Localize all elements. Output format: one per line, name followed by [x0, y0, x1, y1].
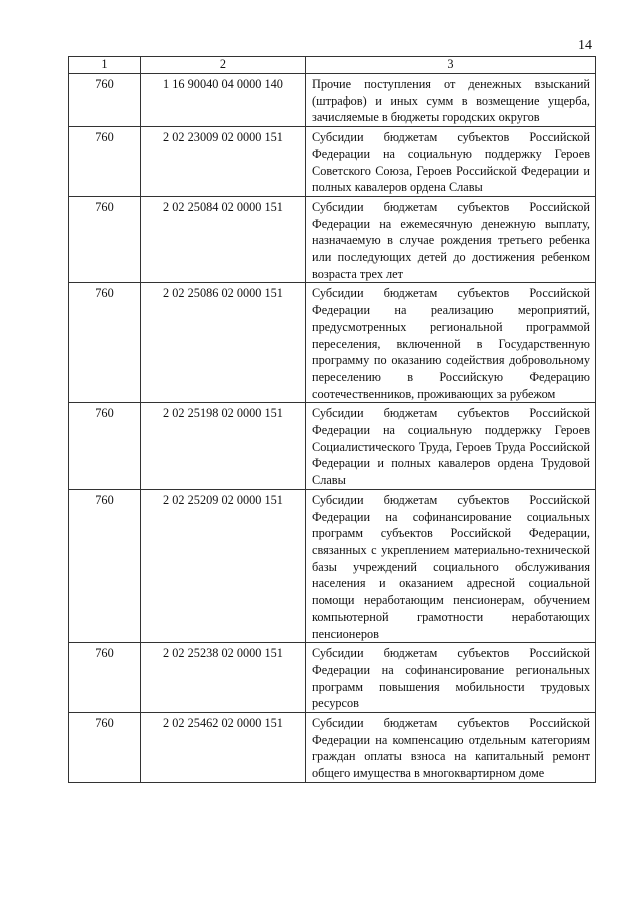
- income-name-cell: Субсидии бюджетам субъектов Российской Федерации на социальную поддержку Героев Социалистического Труда, Героев Труда Российской Федерации и полных кавалеров ордена Трудовой Славы: [306, 403, 596, 490]
- admin-code-cell: 760: [69, 713, 141, 783]
- table-row: [69, 403, 596, 490]
- column-header-1: 1: [69, 57, 141, 74]
- income-name-cell: Субсидии бюджетам субъектов Российской Федерации на софинансирование социальных программ субъектов Российской Федерации, связанных с укреплением материально-технической базы учреждений социального обслуживания населения и оказанием адресной социальной помощи неработающим пенсионерам, обучением компьютерной грамотности неработающих пенсионеров: [306, 489, 596, 642]
- admin-code-cell: 760: [69, 196, 141, 283]
- income-code-cell: 2 02 25086 02 0000 151: [141, 283, 306, 403]
- column-header-2: 2: [141, 57, 306, 74]
- income-code-cell: 1 16 90040 04 0000 140: [141, 74, 306, 127]
- table-row: [69, 643, 596, 713]
- admin-code-cell: 760: [69, 283, 141, 403]
- income-code-cell: 2 02 25238 02 0000 151: [141, 643, 306, 713]
- income-code-cell: 2 02 23009 02 0000 151: [141, 127, 306, 197]
- income-code-cell: 2 02 25198 02 0000 151: [141, 403, 306, 490]
- table-row: [69, 196, 596, 283]
- income-name-cell: Субсидии бюджетам субъектов Российской Федерации на компенсацию отдельным категориям граждан оплаты взноса на капитальный ремонт общего имущества в многоквартирном доме: [306, 713, 596, 783]
- table-row: [69, 713, 596, 783]
- admin-code-cell: 760: [69, 643, 141, 713]
- income-name-cell: Субсидии бюджетам субъектов Российской Федерации на реализацию мероприятий, предусмотренных региональной программой переселения, включенной в Государственную программу по оказанию содействия добровольному переселению в Российскую Федерацию соотечественников, проживающих за рубежом: [306, 283, 596, 403]
- table-row: [69, 489, 596, 642]
- income-code-cell: 2 02 25462 02 0000 151: [141, 713, 306, 783]
- column-header-3: 3: [306, 57, 596, 74]
- table-row: [69, 127, 596, 197]
- income-name-cell: Прочие поступления от денежных взысканий (штрафов) и иных сумм в возмещение ущерба, зачисляемые в бюджеты городских округов: [306, 74, 596, 127]
- admin-code-cell: 760: [69, 127, 141, 197]
- table-row: [69, 74, 596, 127]
- income-name-cell: Субсидии бюджетам субъектов Российской Федерации на социальную поддержку Героев Советского Союза, Героев Российской Федерации и полных кавалеров ордена Славы: [306, 127, 596, 197]
- income-code-cell: 2 02 25209 02 0000 151: [141, 489, 306, 642]
- income-code-cell: 2 02 25084 02 0000 151: [141, 196, 306, 283]
- income-name-cell: Субсидии бюджетам субъектов Российской Федерации на софинансирование региональных программ повышения мобильности трудовых ресурсов: [306, 643, 596, 713]
- budget-classification-table: [68, 56, 596, 783]
- table-row: [69, 283, 596, 403]
- table-header-row: [69, 57, 596, 74]
- admin-code-cell: 760: [69, 489, 141, 642]
- admin-code-cell: 760: [69, 74, 141, 127]
- admin-code-cell: 760: [69, 403, 141, 490]
- page-number: 14: [578, 38, 592, 53]
- income-name-cell: Субсидии бюджетам субъектов Российской Федерации на ежемесячную денежную выплату, назначаемую в случае рождения третьего ребенка или последующих детей до достижения ребенком возраста трех лет: [306, 196, 596, 283]
